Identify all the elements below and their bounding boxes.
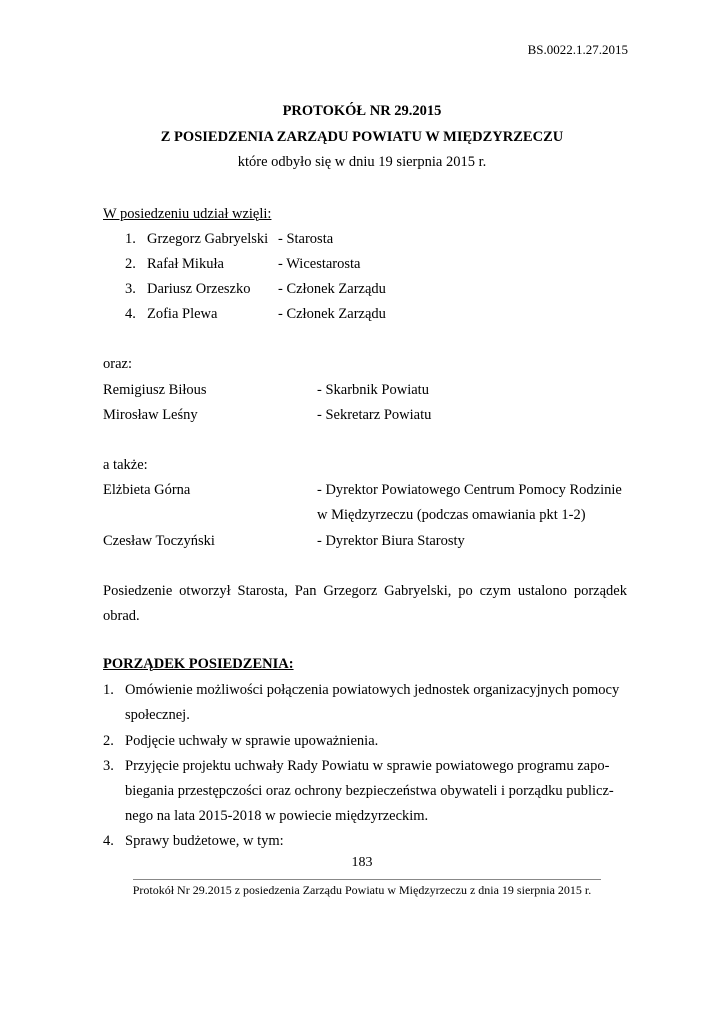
agenda-item-text: Przyjęcie projektu uchwały Rady Powiatu w sprawie powiatowego programu zapo- [125,758,610,774]
attendee-role: - Sekretarz Powiatu [317,407,432,423]
participants-heading: W posiedzeniu udział wzięli: [103,206,272,222]
agenda-item-text: nego na lata 2015-2018 w powiecie międzyrzeckim. [125,808,429,824]
agenda-item-text: Omówienie możliwości połączenia powiatowych jednostek organizacyjnych pomocy [125,682,620,698]
agenda-item-number: 4. [103,833,114,849]
agenda-item-number: 3. [103,758,114,774]
agenda-item-text: Podjęcie uchwały w sprawie upoważnienia. [125,733,379,749]
agenda-heading: PORZĄDEK POSIEDZENIA: [103,656,294,672]
agenda-item-number: 2. [103,733,114,749]
attendee-role: - Skarbnik Powiatu [317,382,429,398]
member-name: Zofia Plewa [147,306,218,322]
guest-name: Czesław Toczyński [103,533,215,549]
page-number: 183 [351,855,373,870]
meeting-date-line: które odbyło się w dniu 19 sierpnia 2015 r. [237,154,487,170]
agenda-item-text: biegania przestępczości oraz ochrony bezpieczeństwa obywateli i porządku publicz- [125,783,614,799]
also-label: oraz: [103,356,132,372]
agenda-item-number: 1. [103,682,114,698]
member-number: 3. [125,281,136,297]
footer-text: Protokół Nr 29.2015 z posiedzenia Zarządu Powiatu w Międzyrzeczu z dnia 19 sierpnia 2015 r. [132,883,592,897]
footer-divider [133,879,601,880]
guest-role: - Dyrektor Powiatowego Centrum Pomocy Rodzinie [317,482,622,498]
attendee-name: Remigiusz Biłous [103,382,207,398]
guest-role-continued: w Międzyrzeczu (podczas omawiania pkt 1-2) [317,507,586,523]
document-reference: BS.0022.1.27.2015 [527,42,628,57]
protocol-title: PROTOKÓŁ NR 29.2015 [282,103,442,119]
member-name: Rafał Mikuła [147,256,224,272]
guest-name: Elżbieta Górna [103,482,191,498]
member-name: Dariusz Orzeszko [147,281,251,297]
member-number: 4. [125,306,136,322]
member-role: - Członek Zarządu [278,281,386,297]
agenda-item-text: społecznej. [125,707,190,723]
member-name: Grzegorz Gabryelski [147,231,269,247]
attendee-name: Mirosław Leśny [103,407,198,423]
member-number: 1. [125,231,136,247]
member-role: - Członek Zarządu [278,306,386,322]
opening-paragraph: Posiedzenie otworzył Starosta, Pan Grzegorz Gabryelski, po czym ustalono porządek obrad. [103,583,627,624]
meeting-title: Z POSIEDZENIA ZARZĄDU POWIATU W MIĘDZYRZECZU [160,129,564,145]
guest-role: - Dyrektor Biura Starosty [317,533,465,549]
member-role: - Starosta [278,231,334,247]
guests-label: a także: [103,457,148,473]
agenda-item-text: Sprawy budżetowe, w tym: [125,833,284,849]
member-number: 2. [125,256,136,272]
member-role: - Wicestarosta [278,256,361,272]
